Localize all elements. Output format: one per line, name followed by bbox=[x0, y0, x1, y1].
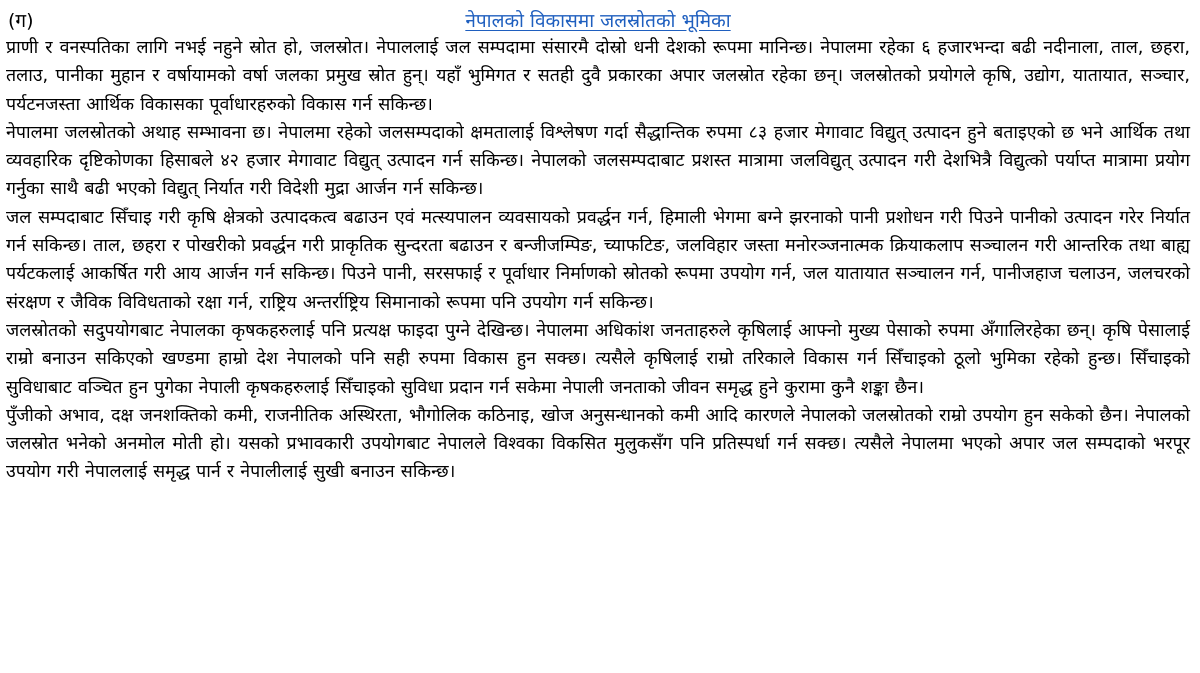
page-title: नेपालको विकासमा जलस्रोतको भूमिका bbox=[465, 10, 731, 32]
paragraph-intro: प्राणी र वनस्पतिका लागि नभई नहुने स्रोत हो, जलस्रोत। नेपाललाई जल सम्पदामा संसारमै दोस्रो धनी देशको रूपमा मानिन्छ। नेपालमा रहेका ६ हजारभन्दा बढी नदीनाला, ताल, छहरा, तलाउ, पानीका मुहान र वर्षायामको वर्षा जलका प्रमुख स्रोत हुन्। यहाँ भुमिगत र सतही दुवै प्रकारका अपार जलस्रोत रहेका छन्। जलस्रोतको प्रयोगले कृषि, उद्योग, यातायात, सञ्चार, पर्यटनजस्ता आर्थिक विकासका पूर्वाधारहरुको विकास गर्न सकिन्छ। bbox=[6, 37, 1190, 115]
paragraph-agriculture: जलस्रोतको सदुपयोगबाट नेपालका कृषकहरुलाई पनि प्रत्यक्ष फाइदा पुग्ने देखिन्छ। नेपालमा अधिकांश जनताहरुले कृषिलाई आफ्नो मुख्य पेसाको रुपमा अँगालिरहेका छन्। कृषि पेसालाई राम्रो बनाउन सकिएको खण्डमा हाम्रो देश नेपालको पनि सही रुपमा विकास हुन सक्छ। त्यसैले कृषिलाई राम्रो तरिकाले विकास गर्न सिँचाइको ठूलो भुमिका रहेको हुन्छ। सिँचाइको सुविधाबाट वञ्चित हुन पुगेका नेपाली कृषकहरुलाई सिँचाइको सुविधा प्रदान गर्न सकेमा नेपाली जनताको जीवन समृद्ध हुने कुरामा कुनै शङ्का छैन। bbox=[6, 319, 1190, 398]
document-header bbox=[6, 4, 1190, 34]
section-label: (ग) bbox=[8, 10, 34, 32]
paragraph-hydropower: नेपालमा जलस्रोतको अथाह सम्भावना छ। नेपालमा रहेको जलसम्पदाको क्षमतालाई विश्लेषण गर्दा सैद्धान्तिक रुपमा ८३ हजार मेगावाट विद्युत् उत्पादन हुने बताइएको छ भने आर्थिक तथा व्यवहारिक दृष्टिकोणका हिसाबले ४२ हजार मेगावाट विद्युत् उत्पादन गर्न सकिन्छ। नेपालको जलसम्पदाबाट प्रशस्त मात्रामा जलविद्युत् उत्पादन गरी देशभित्रै विद्युत्को पर्याप्त मात्रामा प्रयोग गर्नुका साथै बढी भएको विद्युत् निर्यात गरी विदेशी मुद्रा आर्जन गर्न सकिन्छ। bbox=[6, 121, 1190, 200]
document-body bbox=[6, 34, 1190, 487]
paragraph-uses: जल सम्पदाबाट सिँचाइ गरी कृषि क्षेत्रको उत्पादकत्व बढाउन एवं मत्स्यपालन व्यवसायको प्रवर्द्धन गर्न, हिमाली भेगमा बग्ने झरनाको पानी प्रशोधन गरी पिउने पानीको उत्पादन गरेर निर्यात गर्न सकिन्छ। ताल, छहरा र पोखरीको प्रवर्द्धन गरी प्राकृतिक सुन्दरता बढाउन र बन्जीजम्पिङ, च्याफटिङ, जलविहार जस्ता मनोरञ्जनात्मक क्रियाकलाप सञ्चालन गरी आन्तरिक तथा बाह्य पर्यटकलाई आकर्षित गरी आय आर्जन गर्न सकिन्छ। पिउने पानी, सरसफाई र पूर्वाधार निर्माणको स्रोतको रूपमा उपयोग गर्न, जल यातायात सञ्चालन गर्न, पानीजहाज चलाउन, जलचरको संरक्षण र जैविक विविधताको रक्षा गर्न, राष्ट्रिय अन्तर्राष्ट्रिय सिमानाको रूपमा पनि उपयोग गर्न सकिन्छ। bbox=[6, 206, 1190, 313]
paragraph-challenges: पुँजीको अभाव, दक्ष जनशक्तिको कमी, राजनीतिक अस्थिरता, भौगोलिक कठिनाइ, खोज अनुसन्धानको कमी आदि कारणले नेपालको जलस्रोतको राम्रो उपयोग हुन सकेको छैन। नेपालको जलस्रोत भनेको अनमोल मोती हो। यसको प्रभावकारी उपयोगबाट नेपालले विश्वका विकसित मुलुकसँग पनि प्रतिस्पर्धा गर्न सक्छ। त्यसैले नेपालमा भएको अपार जल सम्पदाको भरपूर उपयोग गरी नेपाललाई समृद्ध पार्न र नेपालीलाई सुखी बनाउन सकिन्छ। bbox=[6, 404, 1190, 483]
